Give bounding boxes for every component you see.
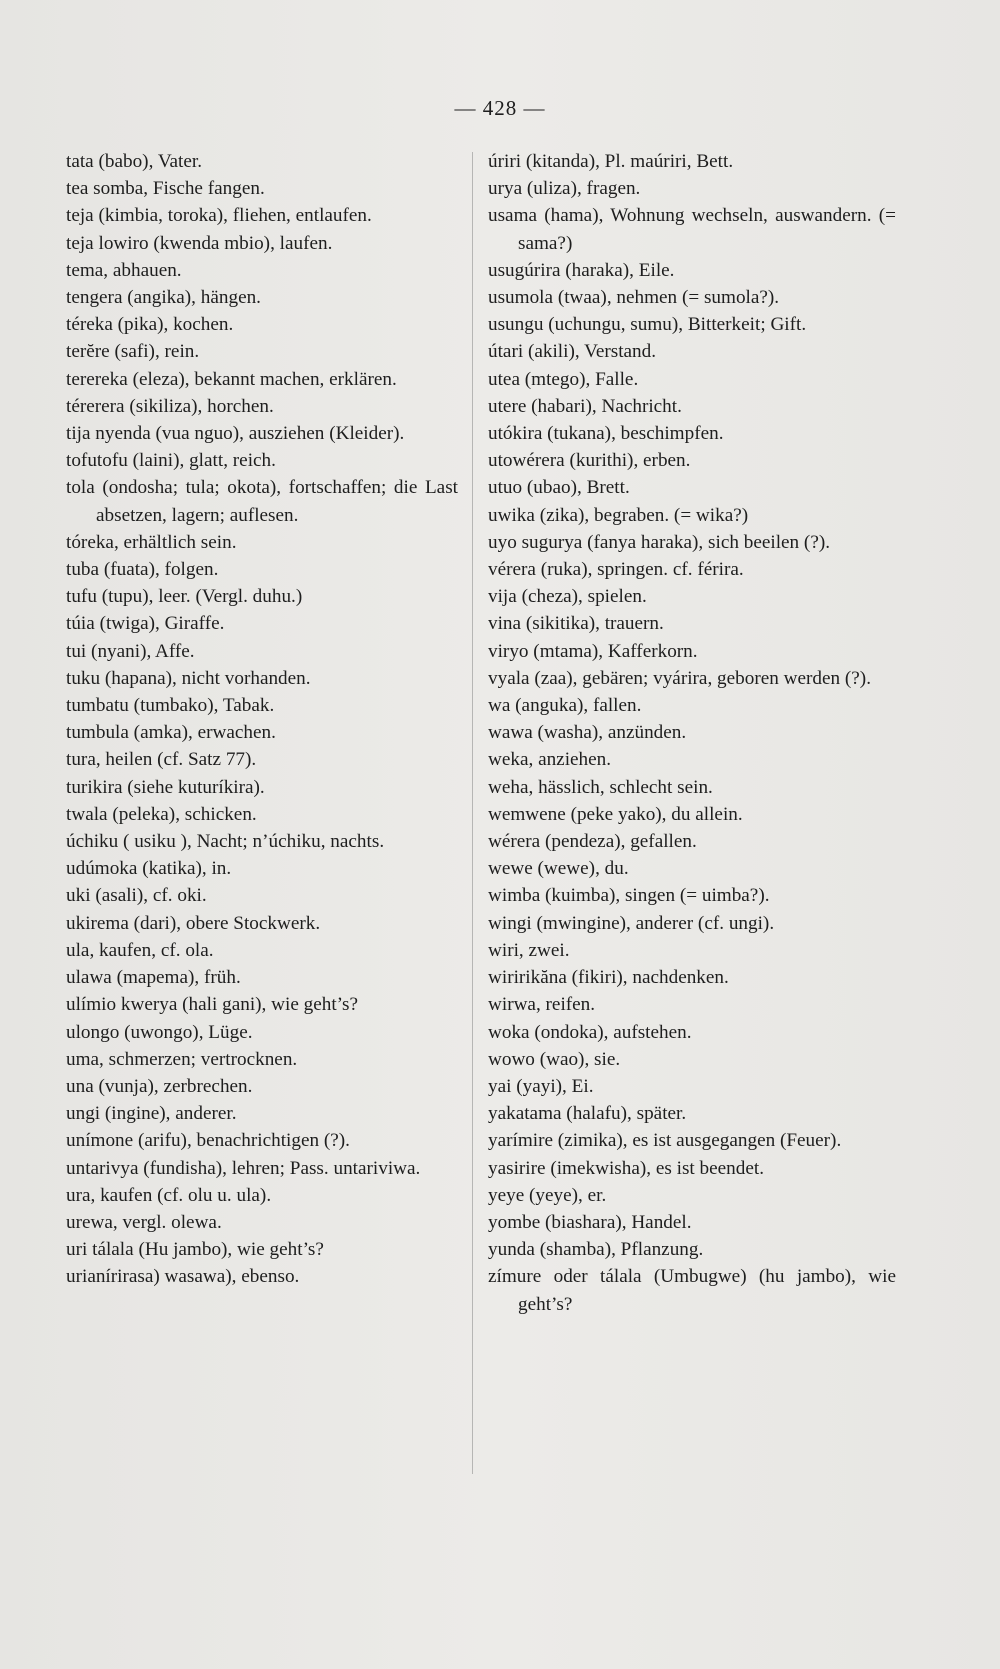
dictionary-entry: wemwene (peke yako), du allein. — [488, 803, 743, 825]
dictionary-entry: ura, kaufen (cf. olu u. ula). — [66, 1184, 272, 1206]
dictionary-entry: tumbatu (tumbako), Tabak. — [66, 695, 275, 717]
dictionary-entry: tura, heilen (cf. Satz 77). — [66, 749, 257, 771]
dictionary-entry: vérera (ruka), springen. cf. férira. — [488, 559, 744, 581]
dictionary-entry: yeye (yeye), er. — [488, 1184, 607, 1206]
dictionary-entry: untarivya (fundisha), lehren; Pass. untariviwa. — [66, 1157, 421, 1179]
dictionary-entry: usumola (twaa), nehmen (= sumola?). — [488, 287, 780, 309]
dictionary-entry: ungi (ingine), anderer. — [66, 1103, 237, 1125]
dictionary-entry: tóreka, erhältlich sein. — [66, 531, 237, 553]
dictionary-entry: utowérera (kurithi), erben. — [488, 450, 691, 472]
dictionary-entry: tufu (tupu), leer. (Vergl. duhu.) — [66, 586, 303, 608]
dictionary-entry: ulímio kwerya (hali gani), wie geht’s? — [66, 994, 358, 1016]
dictionary-entry: tija nyenda (vua nguo), ausziehen (Kleider). — [66, 423, 405, 445]
dictionary-entry: téreka (pika), kochen. — [66, 314, 234, 336]
dictionary-entry: útari (akili), Verstand. — [488, 341, 657, 363]
dictionary-entry: una (vunja), zerbrechen. — [66, 1075, 253, 1097]
dictionary-entry: twala (peleka), schicken. — [66, 803, 257, 825]
dictionary-entry: uri tálala (Hu jambo), wie geht’s? — [66, 1239, 324, 1261]
column-divider — [472, 152, 473, 1474]
dictionary-entry: urewa, vergl. olewa. — [66, 1211, 222, 1233]
dictionary-entry: teja (kimbia, toroka), fliehen, entlaufen. — [66, 205, 372, 227]
dictionary-entry: yai (yayi), Ei. — [488, 1075, 594, 1097]
dictionary-entry: yarímire (zimika), es ist ausgegangen (Feuer). — [488, 1130, 842, 1152]
dictionary-entry: turikira (siehe kuturíkira). — [66, 776, 265, 798]
dictionary-entry: uma, schmerzen; vertrocknen. — [66, 1048, 298, 1070]
dictionary-entry: weha, hässlich, schlecht sein. — [488, 776, 713, 798]
dictionary-entry: utea (mtego), Falle. — [488, 368, 639, 390]
dictionary-entry: udúmoka (katika), in. — [66, 858, 232, 880]
dictionary-entry: usungu (uchungu, sumu), Bitterkeit; Gift. — [488, 314, 807, 336]
dictionary-entry: wiririkăna (fikiri), nachdenken. — [488, 967, 729, 989]
dictionary-entry: terĕre (safi), rein. — [66, 341, 200, 363]
dictionary-entry: zímure oder tálala (Umbugwe) (hu jambo), wie geht’s? — [488, 1266, 896, 1315]
dictionary-entry: viryo (mtama), Kafferkorn. — [488, 640, 698, 662]
dictionary-entry: usama (hama), Wohnung wechseln, auswandern. (= sama?) — [488, 205, 896, 254]
dictionary-entry: utókira (tukana), beschimpfen. — [488, 423, 724, 445]
dictionary-entry: ula, kaufen, cf. ola. — [66, 939, 214, 961]
dictionary-entry: wérera (pendeza), gefallen. — [488, 831, 697, 853]
dictionary-entry: wewe (wewe), du. — [488, 858, 629, 880]
dictionary-entry: utuo (ubao), Brett. — [488, 477, 630, 499]
dictionary-entry: tea somba, Fische fangen. — [66, 178, 265, 200]
dictionary-entry: wingi (mwingine), anderer (cf. ungi). — [488, 912, 775, 934]
dictionary-entry: tola (ondosha; tula; okota), fortschaffen; die Last absetzen, lagern; auflesen. — [66, 477, 458, 526]
dictionary-entry: tumbula (amka), erwachen. — [66, 722, 276, 744]
dictionary-entry: tuku (hapana), nicht vorhanden. — [66, 667, 311, 689]
dictionary-entry: túia (twiga), Giraffe. — [66, 613, 225, 635]
dictionary-entry: uyo sugurya (fanya haraka), sich beeilen (?). — [488, 531, 831, 553]
dictionary-entry: ulawa (mapema), früh. — [66, 967, 241, 989]
dictionary-entry: ulongo (uwongo), Lüge. — [66, 1021, 253, 1043]
dictionary-entry: vina (sikitika), trauern. — [488, 613, 664, 635]
dictionary-entry: urianírirasa) wasawa), ebenso. — [66, 1266, 300, 1288]
dictionary-entry: úriri (kitanda), Pl. maúriri, Bett. — [488, 151, 734, 172]
dictionary-entry: urya (uliza), fragen. — [488, 178, 641, 200]
dictionary-entry: teja lowiro (kwenda mbio), laufen. — [66, 232, 333, 254]
right-column — [488, 148, 896, 1318]
dictionary-entry: wirwa, reifen. — [488, 994, 596, 1016]
dictionary-entry: térerera (sikiliza), horchen. — [66, 395, 274, 417]
dictionary-entry: yakatama (halafu), später. — [488, 1103, 687, 1125]
page-number: — 428 — — [454, 96, 546, 120]
dictionary-entry: unímone (arifu), benachrichtigen (?). — [66, 1130, 350, 1152]
dictionary-entry: wawa (washa), anzünden. — [488, 722, 687, 744]
dictionary-entry: weka, anziehen. — [488, 749, 612, 771]
dictionary-entry: tata (babo), Vater. — [66, 151, 203, 172]
dictionary-entry: tengera (angika), hängen. — [66, 287, 261, 309]
dictionary-entry: wa (anguka), fallen. — [488, 695, 642, 717]
dictionary-entry: tema, abhauen. — [66, 259, 182, 281]
dictionary-entry: wowo (wao), sie. — [488, 1048, 621, 1070]
dictionary-entry: utere (habari), Nachricht. — [488, 395, 682, 417]
dictionary-entry: tofutofu (laini), glatt, reich. — [66, 450, 276, 472]
dictionary-entry: woka (ondoka), aufstehen. — [488, 1021, 692, 1043]
dictionary-entry: yombe (biashara), Handel. — [488, 1211, 692, 1233]
dictionary-entry: vyala (zaa), gebären; vyárira, geboren werden (?). — [488, 667, 871, 689]
dictionary-entry: yunda (shamba), Pflanzung. — [488, 1239, 704, 1261]
dictionary-entry: vija (cheza), spielen. — [488, 586, 647, 608]
dictionary-entry: terereka (eleza), bekannt machen, erklären. — [66, 368, 397, 390]
dictionary-entry: tui (nyani), Affe. — [66, 640, 195, 662]
dictionary-entry: wimba (kuimba), singen (= uimba?). — [488, 885, 770, 907]
dictionary-entry: ukirema (dari), obere Stockwerk. — [66, 912, 321, 934]
left-column — [66, 148, 458, 1291]
dictionary-entry: tuba (fuata), folgen. — [66, 559, 219, 581]
dictionary-entry: úchiku ( usiku ), Nacht; n’úchiku, nachts. — [66, 831, 385, 853]
dictionary-entry: uwika (zika), begraben. (= wika?) — [488, 504, 749, 526]
dictionary-entry: wiri, zwei. — [488, 939, 570, 961]
dictionary-entry: usugúrira (haraka), Eile. — [488, 259, 675, 281]
dictionary-entry: uki (asali), cf. oki. — [66, 885, 207, 907]
dictionary-entry: yasirire (imekwisha), es ist beendet. — [488, 1157, 764, 1179]
